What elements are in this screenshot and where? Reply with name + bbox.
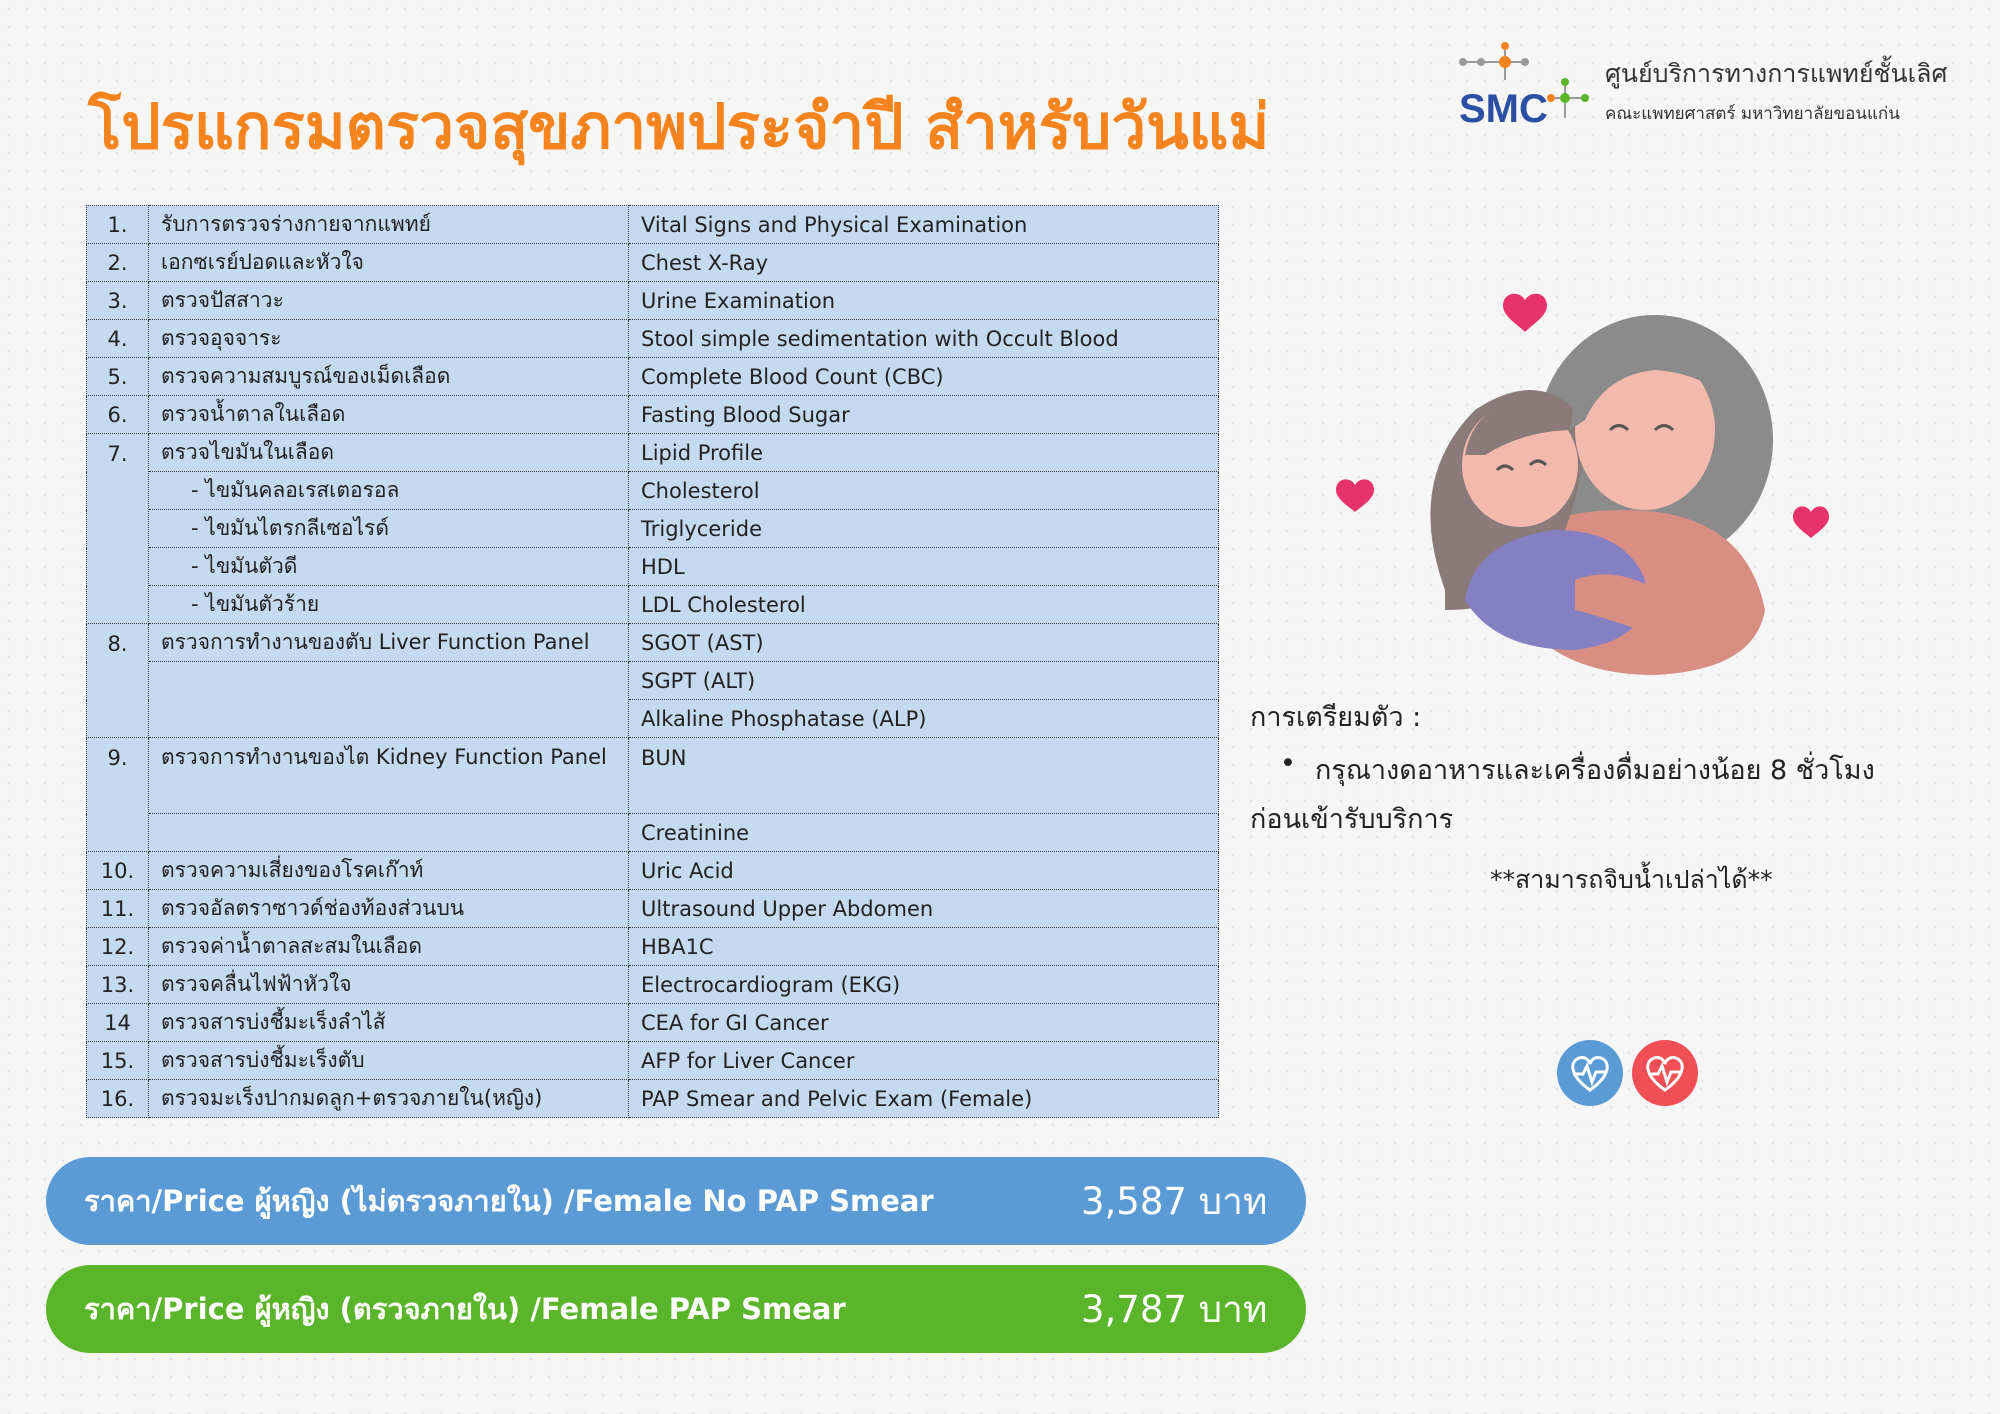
item-thai: - ไขมันตัวดี: [149, 548, 629, 586]
item-english: CEA for GI Cancer: [629, 1004, 1219, 1042]
item-number: 11.: [87, 890, 149, 928]
item-thai: ตรวจปัสสาวะ: [149, 282, 629, 320]
table-row: [87, 966, 1219, 1004]
table-row: [87, 244, 1219, 282]
item-number: 15.: [87, 1042, 149, 1080]
smc-logo-text: SMC: [1459, 87, 1548, 131]
heart-icon: [1336, 479, 1374, 512]
item-number: 13.: [87, 966, 149, 1004]
item-english: Stool simple sedimentation with Occult Blood: [629, 320, 1219, 358]
item-thai: ตรวจค่าน้ำตาลสะสมในเลือด: [149, 928, 629, 966]
table-row: [87, 510, 1219, 548]
table-row: [87, 814, 1219, 852]
checkup-table: [86, 205, 1219, 1118]
preparation-section: [1250, 695, 1875, 840]
item-english: HDL: [629, 548, 1219, 586]
price-banner-no-pap: [46, 1157, 1306, 1245]
table-row: [87, 738, 1219, 814]
item-number: 9.: [87, 738, 149, 852]
table-row: [87, 396, 1219, 434]
item-english: LDL Cholesterol: [629, 586, 1219, 624]
preparation-title: การเตรียมตัว :: [1250, 702, 1422, 733]
item-english: PAP Smear and Pelvic Exam (Female): [629, 1080, 1219, 1118]
item-number: 16.: [87, 1080, 149, 1118]
table-row: [87, 928, 1219, 966]
item-english: SGPT (ALT): [629, 662, 1219, 700]
heart-pulse-icons: [1555, 1038, 1705, 1108]
item-thai: - ไขมันคลอเรสเตอรอล: [149, 472, 629, 510]
item-english: Electrocardiogram (EKG): [629, 966, 1219, 1004]
item-english: Ultrasound Upper Abdomen: [629, 890, 1219, 928]
price-value: 3,787 บาท: [1081, 1287, 1268, 1331]
item-thai: ตรวจการทำงานของตับ Liver Function Panel: [149, 624, 629, 662]
item-number: 3.: [87, 282, 149, 320]
bullet: •: [1280, 748, 1296, 779]
heart-icon: [1793, 506, 1829, 538]
item-number: 14: [87, 1004, 149, 1042]
heart-pulse-red-icon: [1632, 1040, 1698, 1106]
item-english: Triglyceride: [629, 510, 1219, 548]
item-thai: ตรวจความสมบูรณ์ของเม็ดเลือด: [149, 358, 629, 396]
item-thai: ตรวจมะเร็งปากมดลูก+ตรวจภายใน(หญิง): [149, 1080, 629, 1118]
table-row: [87, 472, 1219, 510]
page-title: โปรแกรมตรวจสุขภาพประจำปี สำหรับวันแม่: [88, 90, 1270, 163]
logo-line1: ศูนย์บริการทางการแพทย์ชั้นเลิศ: [1605, 59, 1948, 88]
item-english: Urine Examination: [629, 282, 1219, 320]
logo-text: [1605, 54, 1947, 127]
item-thai: - ไขมันไตรกลีเซอไรด์: [149, 510, 629, 548]
item-number: 2.: [87, 244, 149, 282]
item-english: SGOT (AST): [629, 624, 1219, 662]
item-thai: เอกซเรย์ปอดและหัวใจ: [149, 244, 629, 282]
item-thai: ตรวจความเสี่ยงของโรคเก๊าท์: [149, 852, 629, 890]
table-row: [87, 1080, 1219, 1118]
item-english: BUN: [629, 738, 1219, 814]
table-row: [87, 206, 1219, 244]
item-thai: - ไขมันตัวร้าย: [149, 586, 629, 624]
item-english: Vital Signs and Physical Examination: [629, 206, 1219, 244]
item-thai: ตรวจสารบ่งชี้มะเร็งตับ: [149, 1042, 629, 1080]
item-thai: ตรวจไขมันในเลือด: [149, 434, 629, 472]
item-number: 6.: [87, 396, 149, 434]
preparation-item: [1280, 748, 1875, 791]
item-thai-empty: [149, 814, 629, 852]
item-number: 7.: [87, 434, 149, 624]
table-row: [87, 282, 1219, 320]
item-thai: ตรวจคลื่นไฟฟ้าหัวใจ: [149, 966, 629, 1004]
table-row: [87, 662, 1219, 700]
table-row: [87, 548, 1219, 586]
item-english: Fasting Blood Sugar: [629, 396, 1219, 434]
item-english: Alkaline Phosphatase (ALP): [629, 700, 1219, 738]
item-number: 10.: [87, 852, 149, 890]
item-thai: ตรวจการทำงานของไต Kidney Function Panel: [149, 738, 629, 814]
table-row: [87, 358, 1219, 396]
logo-line2: คณะแพทยศาสตร์ มหาวิทยาลัยขอนแก่น: [1605, 104, 1900, 124]
heart-icon: [1503, 294, 1547, 332]
item-number: 12.: [87, 928, 149, 966]
item-thai: รับการตรวจร่างกายจากแพทย์: [149, 206, 629, 244]
item-english: Uric Acid: [629, 852, 1219, 890]
table-row: [87, 1004, 1219, 1042]
price-label: ราคา/Price ผู้หญิง (ตรวจภายใน) /Female PAP Smear: [84, 1292, 846, 1326]
table-row: [87, 586, 1219, 624]
table-row: [87, 434, 1219, 472]
item-number: 5.: [87, 358, 149, 396]
table-row: [87, 320, 1219, 358]
item-thai: ตรวจสารบ่งชี้มะเร็งลำไส้: [149, 1004, 629, 1042]
item-english: Creatinine: [629, 814, 1219, 852]
item-thai: ตรวจอุจจาระ: [149, 320, 629, 358]
table-row: [87, 890, 1219, 928]
item-thai: ตรวจอัลตราซาวด์ช่องท้องส่วนบน: [149, 890, 629, 928]
price-label: ราคา/Price ผู้หญิง (ไม่ตรวจภายใน) /Female No PAP Smear: [84, 1184, 934, 1218]
item-thai: ตรวจน้ำตาลในเลือด: [149, 396, 629, 434]
item-english: AFP for Liver Cancer: [629, 1042, 1219, 1080]
item-english: Lipid Profile: [629, 434, 1219, 472]
item-number: 1.: [87, 206, 149, 244]
item-english: Complete Blood Count (CBC): [629, 358, 1219, 396]
smc-logo-icon: [1455, 40, 1595, 135]
heart-pulse-blue-icon: [1557, 1040, 1623, 1106]
price-banner-pap: [46, 1265, 1306, 1353]
table-row: [87, 624, 1219, 662]
preparation-note: **สามารถจิบน้ำเปล่าได้**: [1490, 865, 1773, 894]
item-english: Chest X-Ray: [629, 244, 1219, 282]
item-english: Cholesterol: [629, 472, 1219, 510]
mother-daughter-hug-illustration: [1325, 280, 1845, 700]
item-number: 8.: [87, 624, 149, 738]
table-row: [87, 1042, 1219, 1080]
item-number: 4.: [87, 320, 149, 358]
preparation-text: กรุณางดอาหารและเครื่องดื่มอย่างน้อย 8 ชั่วโมง: [1315, 755, 1875, 786]
item-thai-empty: [149, 662, 629, 738]
price-value: 3,587 บาท: [1081, 1179, 1268, 1223]
preparation-text-cont: ก่อนเข้ารับบริการ: [1250, 804, 1454, 835]
item-english: HBA1C: [629, 928, 1219, 966]
table-row: [87, 852, 1219, 890]
